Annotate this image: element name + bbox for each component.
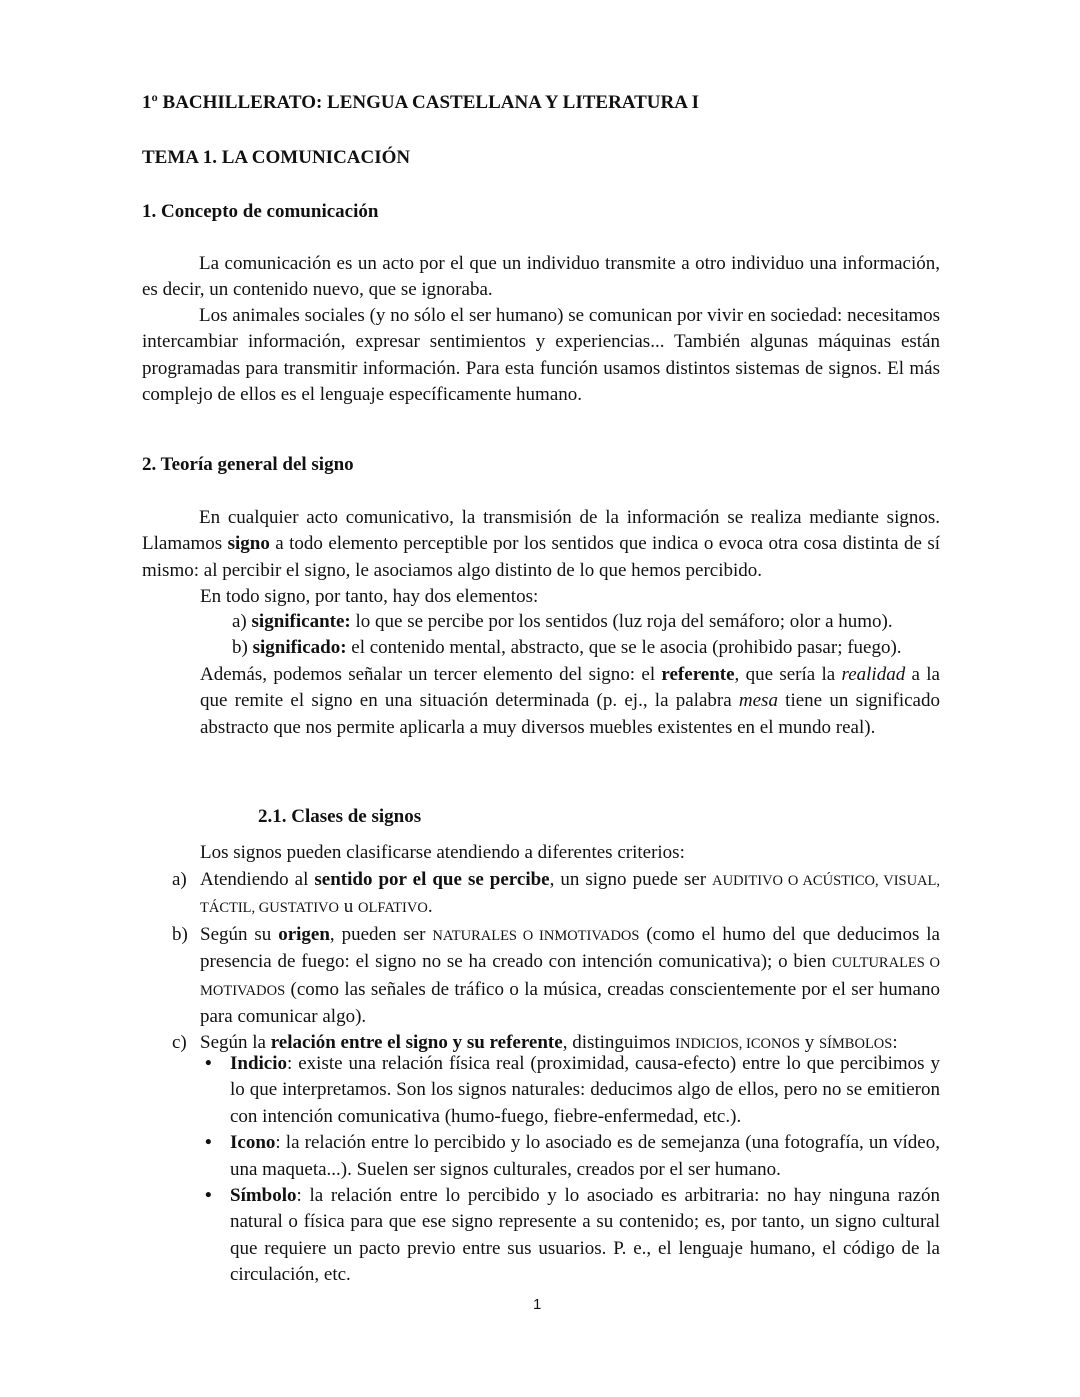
text-run: : la relación entre lo percibido y lo asociado es arbitraria: no hay ninguna razón natural o física para que ese signo represente a su contenido; es, por tanto, un signo cultural que requiere un pacto previo entre sus usuarios. P. e., el lenguaje humano, el código de la circulación, etc. <box>230 1185 940 1286</box>
small-caps-term: CULTURALES O MOTIVADOS <box>200 955 940 999</box>
text-run: Los signos pueden clasificarse atendiendo a diferentes criterios: <box>200 842 685 863</box>
unit-title: TEMA 1. LA COMUNICACIÓN <box>142 147 411 168</box>
list-item <box>172 922 940 1031</box>
text-run: Los animales sociales (y no sólo el ser humano) se comunican por vivir en sociedad: necesitamos intercambiar información, expresar sentimientos y experiencias... También algunas máquinas están programadas para transmitir información. Para esta función usamos distintos sistemas de signos. El más complejo de ellos es el lenguaje específicamente humano. <box>142 305 940 406</box>
bullet-icon: • <box>205 1185 212 1207</box>
paragraph <box>200 840 685 866</box>
list-text <box>200 869 940 917</box>
bold-term: Icono <box>230 1132 276 1154</box>
text-run: Atendiendo al <box>200 869 315 890</box>
small-caps-term: AUDITIVO O ACÚSTICO, VISUAL, TÁCTIL, GUSTATIVO <box>200 873 941 917</box>
list-label: c) <box>172 1032 187 1054</box>
text-run: (como las señales de tráfico o la música, creadas conscientemente por el ser humano para comunicar algo). <box>200 978 940 1028</box>
bold-term: signo <box>227 533 270 555</box>
text-run: b) <box>232 637 253 658</box>
bullet-text <box>230 1053 940 1127</box>
element-significado <box>232 635 902 661</box>
paragraph <box>142 303 940 409</box>
bullet-item-icono <box>205 1130 940 1183</box>
text-run: (como el humo del que deducimos la presencia de fuego: el signo no se ha creado con intención comunicativa); o bien <box>200 923 940 973</box>
small-caps-term: NATURALES O INMOTIVADOS <box>432 927 640 944</box>
text-run: a) <box>232 611 252 632</box>
text-run: a la que remite el signo en una situación determinada (p. ej., la palabra <box>200 664 940 712</box>
text-run: : <box>892 1032 898 1054</box>
small-caps-term: OLFATIVO <box>358 900 428 917</box>
subsection-heading: 2.1. Clases de signos <box>258 806 422 827</box>
list-label: a) <box>172 869 187 890</box>
bold-term: sentido por el que se percibe <box>314 869 550 890</box>
text-run: En todo signo, por tanto, hay dos elementos: <box>200 586 539 607</box>
list-label: b) <box>172 923 188 945</box>
bold-term: relación entre el signo y su referente <box>270 1032 563 1054</box>
bold-term: origen <box>278 923 330 945</box>
bullet-text <box>230 1132 940 1179</box>
text-run: tiene un significado abstracto que nos permite aplicarla a muy diversos muebles existentes en el mundo real). <box>200 690 940 738</box>
bold-term: Símbolo <box>230 1185 297 1207</box>
text-run: a todo elemento perceptible por los sentidos que indica o evoca otra cosa distinta de sí mismo: al percibir el signo, le asociamos algo distinto de lo que hemos percibido. <box>142 533 941 581</box>
paragraph <box>142 251 940 304</box>
text-run: el contenido mental, abstracto, que se le asocia (prohibido pasar; fuego). <box>346 637 902 658</box>
text-run: , pueden ser <box>329 923 433 945</box>
paragraph <box>200 662 940 741</box>
criteria-list <box>172 867 941 1058</box>
text-run: , distinguimos <box>562 1032 676 1054</box>
paragraph <box>200 584 538 610</box>
bold-term: referente <box>661 664 735 685</box>
text-run: La comunicación es un acto por el que un individuo transmite a otro individuo una información, es decir, un contenido nuevo, que se ignoraba. <box>142 253 940 301</box>
text-run: , que sería la <box>734 664 842 685</box>
text-run: : la relación entre lo percibido y lo asociado es de semejanza (una fotografía, un vídeo, una maqueta...). Suelen ser signos culturales, creados por el ser humano. <box>230 1132 940 1180</box>
paragraph <box>142 505 940 584</box>
small-caps-term: SÍMBOLOS <box>819 1036 893 1053</box>
bullet-icon: • <box>205 1053 212 1074</box>
course-title: 1º BACHILLERATO: LENGUA CASTELLANA Y LITERATURA I <box>142 92 700 113</box>
text-run: , un signo puede ser <box>549 869 713 890</box>
section-heading-2: 2. Teoría general del signo <box>142 454 354 475</box>
italic-term: mesa <box>738 690 778 712</box>
text-run: : existe una relación física real (proximidad, causa-efecto) entre lo que percibimos y lo que interpretamos. Son los signos naturales: deducimos algo de ellos, pero no se emitieron con intención comunicativa (humo-fuego, fiebre-enfermedad, etc.). <box>230 1053 940 1127</box>
page-number: 1 <box>533 1296 542 1313</box>
text-run: . <box>427 896 433 918</box>
section-heading-1: 1. Concepto de comunicación <box>142 201 379 222</box>
italic-term: realidad <box>841 664 906 685</box>
bullet-item-indicio <box>205 1051 940 1130</box>
sign-types-list <box>205 1051 940 1289</box>
small-caps-term: INDICIOS, ICONOS <box>675 1036 801 1053</box>
text-run: En cualquier acto comunicativo, la transmisión de la información se realiza mediante signos. Llamamos <box>142 507 940 555</box>
bold-term: significado: <box>252 637 347 658</box>
bullet-item-simbolo <box>205 1183 940 1289</box>
text-run: Según la <box>200 1032 271 1054</box>
text-run: lo que se percibe por los sentidos (luz roja del semáforo; olor a humo). <box>350 611 893 632</box>
element-significante <box>232 609 893 635</box>
text-run: Según su <box>200 923 279 945</box>
bold-term: significante: <box>251 611 351 632</box>
bullet-icon: • <box>205 1132 212 1154</box>
bold-term: Indicio <box>230 1053 288 1074</box>
bullet-text <box>230 1185 940 1285</box>
text-run: y <box>800 1032 820 1054</box>
text-run: Además, podemos señalar un tercer elemento del signo: el <box>200 664 662 685</box>
text-run: u <box>339 896 358 918</box>
list-text <box>200 924 940 1027</box>
list-item <box>172 867 941 922</box>
